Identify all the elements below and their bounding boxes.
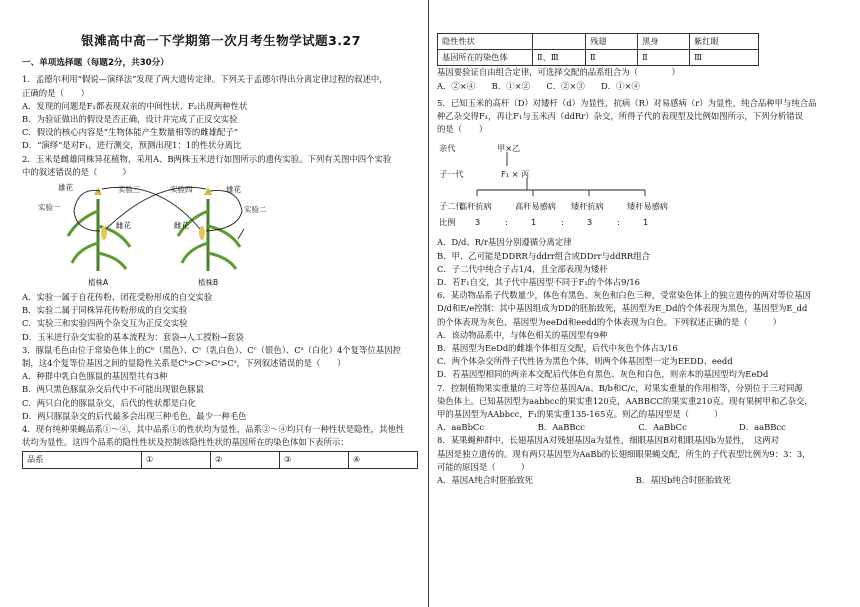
question-stem: 3．豚鼠毛色由位于常染色体上的Cᵇ（黑色）、Cˢ（乳白色）、Cᶜ（银色）、Cᶻ（白化）4个复等位基因控 <box>22 344 401 355</box>
exp4-label: 实验四 <box>170 185 193 195</box>
option-b: B．甲、乙可能是DDRR与ddrr组合或DDrr与ddRR组合 <box>437 250 650 261</box>
option-a: A．实验一属于自花传粉、闭花受粉形成的自交实验 <box>22 292 213 303</box>
option-a: A．②×④ <box>437 80 476 91</box>
question-3 <box>22 344 420 423</box>
question-stem: 的是（ ） <box>437 124 488 135</box>
question-stem: 中的叙述错误的是（ ） <box>22 166 131 177</box>
question-stem: 甲的基因型为AAbbcc，F₁的果实重135-165克。则乙的基因型是（ ） <box>437 409 723 420</box>
question-stem: 6．某动物品系子代数量少，体色有黑色、灰色和白色三种，受常染色体上的独立遗传的两对等位基因 <box>437 290 811 301</box>
option-b: B．基因型为EeDd的雌雄个体相互交配，后代中灰色个体占3/16 <box>437 343 678 354</box>
table-cell: Ⅱ、Ⅲ <box>533 50 586 66</box>
question-stem: 正确的是（ ） <box>22 87 89 98</box>
phenotype-3: 矮秆抗病 <box>571 201 604 212</box>
question-stem: 状均为显性。这四个品系的隐性性状及控制该隐性性状的基因所在的染色体如下表所示： <box>22 437 349 448</box>
female-flower-label-a: 雌花 <box>116 221 131 231</box>
q8-options <box>437 474 841 487</box>
question-1 <box>22 73 420 152</box>
option-a: A．基因A纯合时胚胎致死 <box>437 475 533 486</box>
question-stem: 8．某果蝇种群中，长翅基因A对残翅基因a为显性，细眼基因B对粗眼基因b为显性， 这两对 <box>437 435 779 446</box>
option-b: B．两只黑色豚鼠杂交后代中不可能出现银色豚鼠 <box>22 384 205 395</box>
question-stem: 可能的原因是（ ） <box>437 461 530 472</box>
option-d: D．两只豚鼠杂交的后代最多会出现三种毛色，最少一种毛色 <box>22 410 247 421</box>
option-b: B．实验二属于同株异花传粉形成的自交实验 <box>22 305 188 316</box>
page-title: 银滩高中高一下学期第一次月考生物学试题3.27 <box>81 33 361 48</box>
question-stem: 基因是独立遗传的。现有两只基因型为AaBb的长翅细眼果蝇交配，所生的子代表型比例为9：3：3， <box>437 448 811 459</box>
question-stem: 种乙杂交得F₁，再让F₁与玉米丙（ddRr）杂交，所得子代的表现型及比例如图所示，下列分析错误 <box>437 111 803 122</box>
option-d: D．若F₁自交，其子代中基因型不同于F₁的个体占9/16 <box>437 277 640 288</box>
cross1-label: 甲×乙 <box>497 143 521 154</box>
female-flower-label-b: 雌花 <box>174 221 189 231</box>
question-stem: 制，这4个复等位基因之间的显隐性关系是Cᵇ>Cᶜ>Cˢ>Cᶻ，下列叙述错误的是（ ） <box>22 358 346 369</box>
question-5 <box>437 97 841 289</box>
right-column <box>437 0 841 487</box>
ratio-value-1: 3 <box>475 217 481 228</box>
plant-a-label: 植株A <box>88 278 109 288</box>
column-divider <box>428 0 429 607</box>
option-d: D．aaBBcc <box>739 422 786 433</box>
table-row <box>438 34 759 50</box>
table-cell: ④ <box>349 452 418 468</box>
table-cell: Ⅱ <box>586 50 638 66</box>
question-stem: 7．控制植物果实重量的三对等位基因A/a、B/b和C/c，对果实重量的作用相等，分别位于三对同源 <box>437 382 803 393</box>
table-cell: 残翅 <box>586 34 638 50</box>
left-column <box>22 0 420 469</box>
question-stem: D/d和E/e控制：其中基因组成为DD的胚胎致死，基因型为E_Dd的个体表现为黑色，基因型为E_dd <box>437 303 808 314</box>
section-heading: 一、单项选择题（每题2分，共30分） <box>22 58 169 69</box>
option-c: C．实验三和实验四两个杂交互为正反交实验 <box>22 318 188 329</box>
plant-b-label: 植株B <box>198 278 219 288</box>
q7-options <box>437 421 841 434</box>
question-2 <box>22 153 420 344</box>
option-c: C．子二代中纯合子占1/4，且全部表现为矮秆 <box>437 263 608 274</box>
option-c: C．两个体杂交所得子代性皆为黑色个体，则两个体基因型一定为EEDD、eedd <box>437 356 733 367</box>
ratio-value-3: 3 <box>587 217 593 228</box>
table-row <box>438 50 759 66</box>
table-cell: ③ <box>280 452 349 468</box>
question-stem: 1．孟德尔利用“假说—演绎法”发现了两大遗传定律。下列关于孟德尔得出分离定律过程的叙述中， <box>22 74 388 85</box>
strain-table-bottom <box>437 33 759 66</box>
table-cell <box>533 34 586 50</box>
question-stem: 染色体上。已知基因型为aabbcc的果实重120克，AABBCC的果实重210克。现有果树甲和乙杂交， <box>437 395 813 406</box>
table-cell: 品系 <box>23 452 142 468</box>
option-b: B．①×② <box>491 80 530 91</box>
ratio-value-4: 1 <box>643 217 649 228</box>
q4-options <box>437 80 841 93</box>
option-c: C．两只白化的豚鼠杂交，后代的性状都是白化 <box>22 397 196 408</box>
question-stem: 5．已知玉米的高杆（D）对矮杆（d）为显性，抗病（R）对易感病（r）为显性，纯合品种甲与纯合品 <box>437 97 817 108</box>
option-b: B．为验证做出的假设是否正确，设计并完成了正反交实验 <box>22 114 238 125</box>
phenotype-1: 高秆抗病 <box>459 201 492 212</box>
ratio-colon: : <box>617 217 620 228</box>
cross2-label: F₁ × 丙 <box>501 169 530 180</box>
corn-experiment-figure <box>38 181 318 289</box>
option-c: C．假设的核心内容是“生物体能产生数量相等的雌雄配子” <box>22 127 238 138</box>
question-7 <box>437 382 841 435</box>
option-b: B．AaBBcc <box>537 422 585 433</box>
table-cell: Ⅱ <box>638 50 690 66</box>
option-d: D．玉米进行杂交实验的基本流程为：套袋→人工授粉→套袋 <box>22 331 244 342</box>
strain-table-top <box>22 451 418 468</box>
ratio-label: 比例 <box>439 217 456 228</box>
option-a: A．种群中乳白色豚鼠的基因型共有3种 <box>22 371 168 382</box>
exp2-label: 实验二 <box>244 205 267 215</box>
phenotype-4: 矮秆易感病 <box>627 201 668 212</box>
option-a: A．aaBbCc <box>437 422 485 433</box>
option-d: D．①×④ <box>601 80 640 91</box>
option-d: D．“演绎”是对F₁，进行测交，预测出现1：1的性状分离比 <box>22 140 242 151</box>
table-row <box>23 452 418 468</box>
parent-label: 亲代 <box>439 143 456 154</box>
option-c: C．AaBbCc <box>638 422 687 433</box>
phenotype-2: 高秆易感病 <box>515 201 556 212</box>
exp1-label: 实验一 <box>38 203 61 213</box>
table-cell: 基因所在的染色体 <box>438 50 533 66</box>
ratio-colon: : <box>561 217 564 228</box>
question-stem: 2．玉米是雌雄同株异花植物，采用A、B两株玉米进行如图所示的遗传实验。下列有关图中四个实验 <box>22 153 392 164</box>
table-cell: ① <box>142 452 211 468</box>
exp3-label: 实验三 <box>118 185 141 195</box>
option-a: A．D/d、R/r基因分别遵循分离定律 <box>437 237 572 248</box>
question-stem: 的个体表现为灰色，基因型为eeDd和eedd的个体表现为白色。下列叙述正确的是（ ） <box>437 316 782 327</box>
cross-diagram <box>437 138 697 234</box>
table-cell: 紫红眼 <box>690 34 759 50</box>
table-cell: Ⅲ <box>690 50 759 66</box>
option-a: A．该动物品系中，与体色相关的基因型有9种 <box>437 329 608 340</box>
table-cell: 黑身 <box>638 34 690 50</box>
question-6 <box>437 289 841 381</box>
gen2-label: 子二代 <box>439 201 464 212</box>
question-stem: 4．现有纯种果蝇品系①～④，其中品系①的性状均为显性，品系②～④均只有一种性状是隐性，其他性 <box>22 424 405 435</box>
option-d: D．若基因型相同的两亲本交配后代体色有黑色、灰色和白色，则亲本的基因型均为EeDd <box>437 369 769 380</box>
option-b: B．基因b纯合时胚胎致死 <box>635 475 731 486</box>
male-flower-label-a: 雄花 <box>58 183 73 193</box>
corn-plants-illustration <box>38 181 318 289</box>
question-8 <box>437 434 841 487</box>
question-stem: 基因要验证自由组合定律，可选择交配的品系组合为（ ） <box>437 67 680 78</box>
gen1-label: 子一代 <box>439 169 464 180</box>
question-4 <box>22 423 420 469</box>
ratio-value-2: 1 <box>531 217 537 228</box>
option-c: C．②×③ <box>546 80 585 91</box>
table-cell: 隐性性状 <box>438 34 533 50</box>
option-a: A．发现的问题是F₁都表现双亲的中间性状、F₂出现两种性状 <box>22 100 248 111</box>
table-cell: ② <box>211 452 280 468</box>
ratio-colon: : <box>505 217 508 228</box>
male-flower-label-b: 雄花 <box>226 185 241 195</box>
